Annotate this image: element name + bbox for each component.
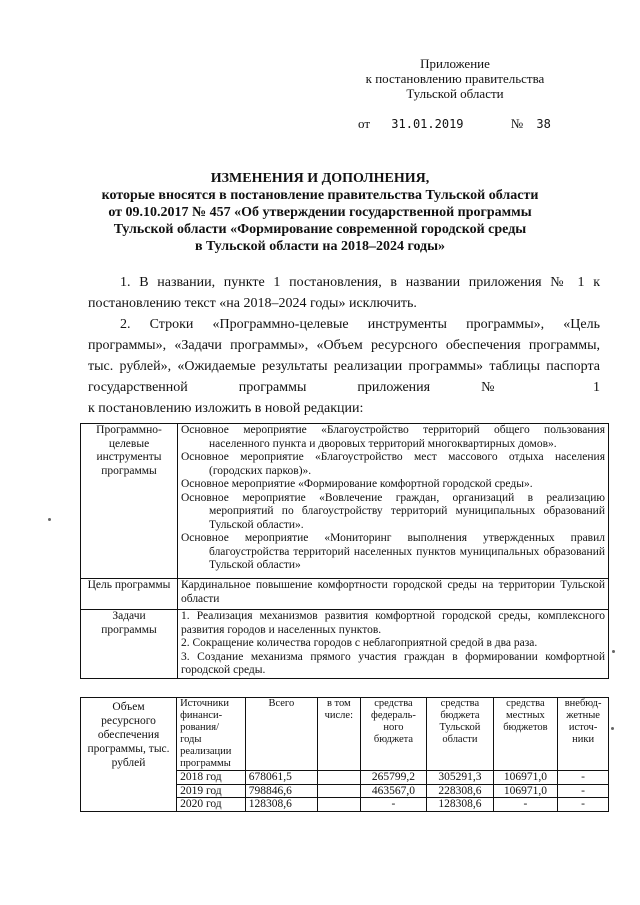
annex-line-1: Приложение (420, 56, 490, 71)
scan-mark (48, 518, 51, 521)
year-cell: 2018 год (177, 771, 246, 785)
annex-header (330, 56, 580, 101)
total-cell: 128308,6 (245, 798, 317, 812)
passport-table (80, 423, 609, 679)
title-line-5: в Тульской области на 2018–2024 годы» (194, 239, 446, 254)
tasks-cell (178, 610, 609, 679)
incl-cell (317, 798, 360, 812)
document-number: 38 (536, 117, 551, 131)
year-cell: 2020 год (177, 798, 246, 812)
list-item: Основное мероприятие «Формирование комфортной городской среды». (181, 478, 533, 490)
extra-cell: - (558, 771, 609, 785)
paragraph-1: 1. В названии, пункте 1 постановления, в названии приложения № 1 к постановлению текст «на 2018–2024 годы» исключить. (88, 275, 600, 311)
list-item: Основное мероприятие «Мониторинг выполнения утвержденных правил благоустройства территорий населенных пунктов муниципальных образований Тульской области» (181, 532, 605, 571)
from-label: от (358, 116, 371, 131)
scan-mark (611, 727, 614, 730)
local-cell: 106971,0 (493, 771, 558, 785)
local-cell: 106971,0 (493, 784, 558, 798)
header-incl: в том числе: (317, 698, 360, 771)
table-row (81, 579, 609, 610)
funding-label: Объем ресурсного обеспечения программы, тыс. рублей (81, 698, 177, 812)
incl-cell (317, 784, 360, 798)
regional-cell: 228308,6 (427, 784, 493, 798)
paragraph-2-main: 2. Строки «Программно-целевые инструменты программы», «Цель программы», «Задачи программы», «Объем ресурсного обеспечения программы, тыс. рублей», «Ожидаемые результаты реализации программы» таблицы паспорта государственной программы приложения № 1 (88, 317, 600, 395)
header-total: Всего (245, 698, 317, 771)
title-line-1: ИЗМЕНЕНИЯ И ДОПОЛНЕНИЯ, (210, 171, 430, 186)
total-cell: 798846,6 (245, 784, 317, 798)
list-item: Основное мероприятие «Вовлечение граждан, организаций в реализацию мероприятий по благоустройству территорий муниципальных образований Тульской области». (181, 491, 605, 531)
document-date: 31.01.2019 (391, 117, 464, 131)
title-line-3: от 09.10.2017 № 457 «Об утверждении государственной программы (108, 205, 532, 220)
year-cell: 2019 год (177, 784, 246, 798)
regional-cell: 305291,3 (427, 771, 493, 785)
header-regional: средства бюджета Тульской области (427, 698, 493, 771)
list-item: 3. Создание механизма прямого участия граждан в формировании комфортной городской среды. (181, 650, 605, 676)
annex-line-3: Тульской области (406, 86, 504, 101)
federal-cell: 265799,2 (360, 771, 427, 785)
federal-cell: 463567,0 (360, 784, 427, 798)
list-item: Основное мероприятие «Благоустройство территорий общего пользования населенного пункта и дворовых территорий многоквартирных домов». (181, 424, 605, 450)
goal-cell: Кардинальное повышение комфортности городской среды на территории Тульской области (178, 579, 609, 610)
funding-table (80, 697, 609, 812)
extra-cell: - (558, 798, 609, 812)
table-row (81, 424, 609, 579)
title-line-2: которые вносятся в постановление правительства Тульской области (101, 188, 539, 203)
document-reference (358, 116, 551, 132)
regional-cell: 128308,6 (427, 798, 493, 812)
number-label: № (510, 116, 524, 131)
document-title (80, 170, 560, 255)
list-item: Основное мероприятие «Благоустройство мест массового отдыха населения (городских парков)». (181, 451, 605, 477)
table-header-row (81, 698, 609, 771)
paragraph-2-end: к постановлению изложить в новой редакции: (88, 401, 364, 416)
goal-label: Цель программы (81, 579, 178, 610)
scan-mark (612, 650, 615, 653)
header-extra: внебюд-жетные источ-ники (558, 698, 609, 771)
list-item: 2. Сокращение количества городов с неблагоприятной средой в два раза. (181, 637, 538, 649)
header-local: средства местных бюджетов (493, 698, 558, 771)
header-federal: средства федераль-ного бюджета (360, 698, 427, 771)
paragraph-2 (88, 314, 600, 419)
total-cell: 678061,5 (245, 771, 317, 785)
instruments-cell (178, 424, 609, 579)
extra-cell: - (558, 784, 609, 798)
local-cell: - (493, 798, 558, 812)
instruments-label: Программно-целевые инструменты программы (81, 424, 178, 579)
tasks-label: Задачи программы (81, 610, 178, 679)
title-line-4: Тульской области «Формирование современной городской среды (113, 222, 527, 237)
incl-cell (317, 771, 360, 785)
list-item: 1. Реализация механизмов развития комфортной городской среды, комплексного развития городов и населенных пунктов. (181, 610, 605, 636)
table-row (81, 610, 609, 679)
annex-line-2: к постановлению правительства (365, 71, 545, 86)
federal-cell: - (360, 798, 427, 812)
header-source: Источники финанси-рования/ годы реализации программы (177, 698, 246, 771)
